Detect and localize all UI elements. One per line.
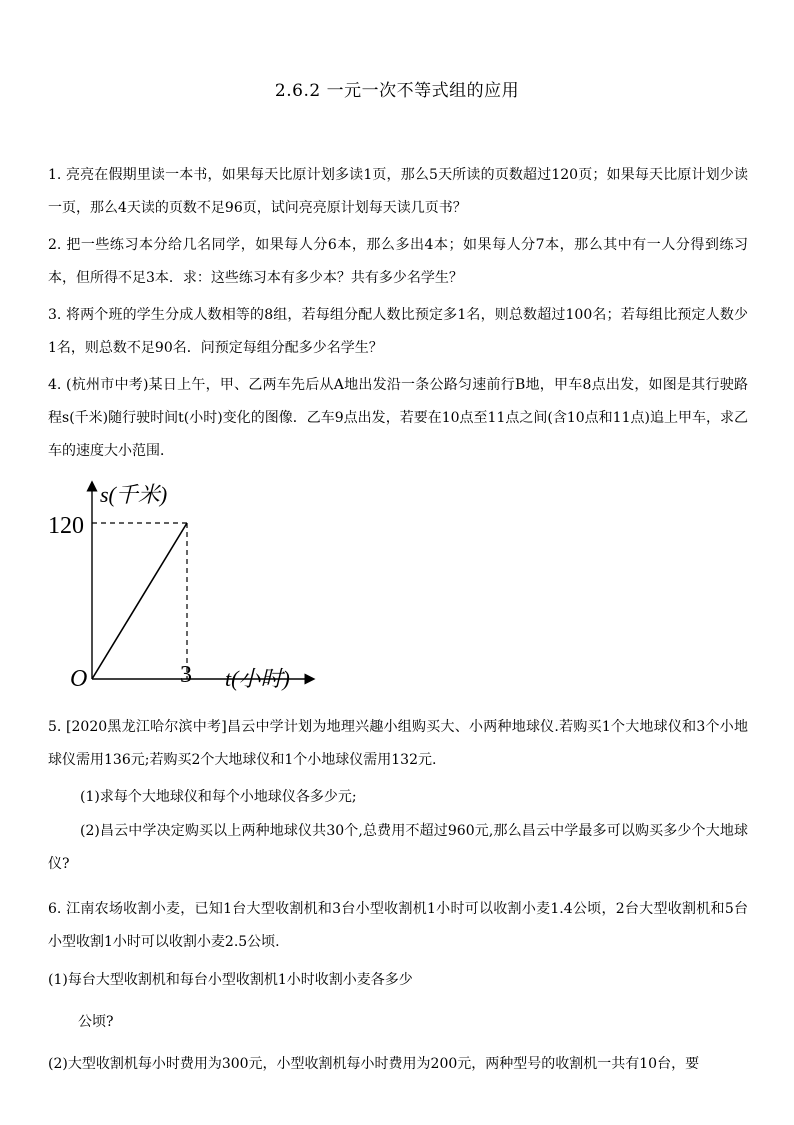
problem-6-part-1: (1)每台大型收割机和每台小型收割机1小时收割小麦各多少	[48, 972, 413, 988]
problem-5-part-1: (1)求每个大地球仪和每个小地球仪各多少元;	[80, 789, 357, 805]
problem-6-part-1-continued: 公顷?	[78, 1014, 114, 1030]
x-axis-label: t(小时)	[225, 666, 290, 691]
problem-4: 4. (杭州市中考)某日上午，甲、乙两车先后从A地出发沿一条公路匀速前行B地，甲车8点出发，如图是其行驶路程s(千米)随行驶时间t(小时)变化的图像．乙车9点出发，若要在10点至11点之间(含10点和11点)追上甲车，求乙车的速度大小范围．	[48, 377, 748, 459]
problem-3: 3. 将两个班的学生分成人数相等的8组，若每组分配人数比预定多1名，则总数超过100名；若每组比预定人数少1名，则总数不足90名．问预定每组分配多少名学生？	[48, 307, 748, 356]
problem-5: 5. [2020黑龙江哈尔滨中考]昌云中学计划为地理兴趣小组购买大、小两种地球仪.若购买1个大地球仪和3个小地球仪需用136元;若购买2个大地球仪和1个小地球仪需用132元.	[48, 719, 748, 768]
x-tick-label: 3	[180, 662, 192, 688]
problem-2: 2. 把一些练习本分给几名同学，如果每人分6本，那么多出4本；如果每人分7本，那么其中有一人分得到练习本，但所得不足3本．求：这些练习本有多少本？共有多少名学生？	[48, 237, 748, 286]
problem-6-part-2: (2)大型收割机每小时费用为300元，小型收割机每小时费用为200元，两种型号的收割机一共有10台，要	[48, 1056, 700, 1072]
y-axis-label: s(千米)	[100, 482, 168, 507]
page-title: 2.6.2 一元一次不等式组的应用	[274, 81, 520, 101]
problem-1: 1. 亮亮在假期里读一本书，如果每天比原计划多读1页，那么5天所读的页数超过120页；如果每天比原计划少读一页，那么4天读的页数不足96页，试问亮亮原计划每天读几页书？	[48, 167, 748, 216]
problem-6: 6. 江南农场收割小麦，已知1台大型收割机和3台小型收割机1小时可以收割小麦1.4公顷，2台大型收割机和5台小型收割1小时可以收割小麦2.5公顷.	[48, 901, 748, 950]
distance-line	[92, 523, 187, 679]
problem-5-part-2: (2)昌云中学决定购买以上两种地球仪共30个,总费用不超过960元,那么昌云中学最多可以购买多少个大地球仪?	[48, 823, 748, 872]
origin-label: O	[70, 666, 88, 692]
y-tick-label: 120	[48, 513, 84, 539]
distance-time-graph	[40, 476, 320, 696]
